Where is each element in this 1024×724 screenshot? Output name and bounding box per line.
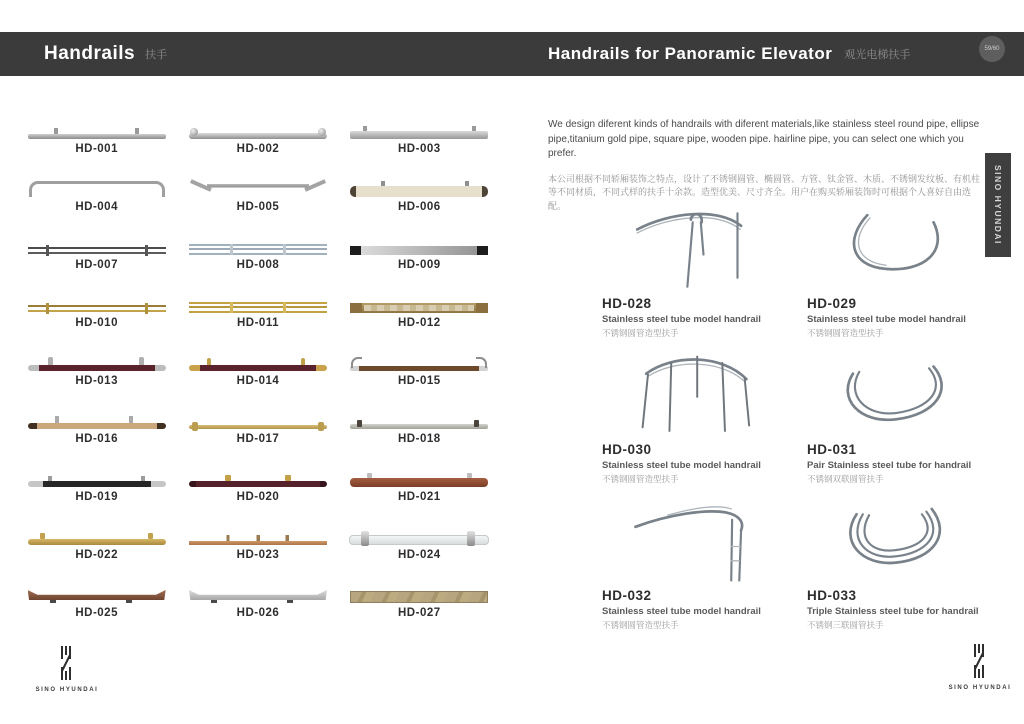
product-cell [177, 102, 338, 160]
product-label: HD-023 [236, 549, 280, 561]
product-label: HD-005 [236, 201, 280, 213]
handrail-image [22, 572, 172, 606]
product-label: HD-031 [807, 442, 857, 457]
handrail-image [183, 340, 333, 374]
product-cell [16, 508, 177, 566]
product-cell [177, 334, 338, 392]
handrail-image [344, 572, 494, 606]
product-description-english: Triple Stainless steel tube for handrail [807, 606, 979, 617]
handrail-image [22, 166, 172, 200]
logo-mark-icon [968, 643, 992, 679]
handrail-image [344, 514, 494, 548]
product-cell [339, 276, 500, 334]
handrail-image [183, 166, 333, 200]
panoramic-elevator-section [548, 118, 984, 630]
product-description-english: Stainless steel tube model handrail [807, 314, 966, 325]
handrail-tube-image [602, 198, 795, 294]
product-label: HD-028 [602, 296, 652, 311]
product-description-english: Stainless steel tube model handrail [602, 460, 761, 471]
product-label: HD-002 [236, 143, 280, 155]
product-cell [590, 198, 795, 344]
product-label: HD-007 [75, 259, 118, 271]
product-grid-handrails [16, 102, 500, 624]
side-tab-brand [985, 153, 1011, 257]
handrail-image [344, 282, 494, 316]
product-label: HD-006 [398, 201, 441, 213]
product-cell [16, 160, 177, 218]
handrail-image [344, 398, 494, 432]
product-label: HD-004 [75, 201, 118, 213]
product-label: HD-026 [236, 607, 280, 619]
product-cell [16, 334, 177, 392]
product-label: HD-015 [398, 375, 441, 387]
product-label: HD-032 [602, 588, 652, 603]
product-grid-panoramic [590, 198, 1010, 636]
product-cell [16, 102, 177, 160]
handrail-image [344, 340, 494, 374]
product-description-english: Stainless steel tube model handrail [602, 606, 761, 617]
handrail-image [183, 456, 333, 490]
handrail-image [344, 108, 494, 142]
product-cell [590, 344, 795, 490]
product-label: HD-027 [398, 607, 441, 619]
product-cell [16, 450, 177, 508]
product-description-chinese: 不锈钢三联圆管扶手 [807, 620, 884, 630]
handrail-image [22, 340, 172, 374]
handrail-tube-image [807, 344, 1000, 440]
product-cell [339, 160, 500, 218]
product-label: HD-021 [398, 491, 441, 503]
product-cell [339, 566, 500, 624]
product-cell [16, 218, 177, 276]
product-cell [339, 218, 500, 276]
handrail-image [183, 572, 333, 606]
product-cell [590, 490, 795, 636]
product-description-english: Pair Stainless steel tube for handrail [807, 460, 972, 471]
handrail-image [183, 224, 333, 258]
product-label: HD-008 [236, 259, 280, 271]
product-label: HD-003 [398, 143, 441, 155]
product-description-chinese: 不锈钢圆管造型扶手 [602, 620, 679, 630]
logo-text: SINO HYUNDAI [35, 687, 99, 693]
page-title: Handrails [44, 43, 136, 64]
product-cell [339, 508, 500, 566]
product-label: HD-010 [75, 317, 118, 329]
product-cell [177, 392, 338, 450]
product-cell [16, 566, 177, 624]
product-label: HD-019 [75, 491, 118, 503]
right-page-header [548, 32, 910, 76]
handrail-tube-image [602, 344, 795, 440]
handrail-image [22, 224, 172, 258]
product-cell [795, 344, 1000, 490]
handrail-image [22, 398, 172, 432]
page-title-chinese: 扶手 [145, 49, 168, 61]
product-cell [177, 218, 338, 276]
left-page-header [44, 32, 167, 76]
product-label: HD-024 [398, 549, 441, 561]
product-description-chinese: 不锈钢圆管造型扶手 [807, 328, 884, 338]
handrail-image [22, 108, 172, 142]
product-label: HD-001 [75, 143, 118, 155]
product-label: HD-020 [236, 491, 280, 503]
product-description-english: Stainless steel tube model handrail [602, 314, 761, 325]
product-label: HD-033 [807, 588, 857, 603]
handrail-image [183, 282, 333, 316]
product-cell [795, 198, 1000, 344]
handrail-image [22, 456, 172, 490]
product-description-chinese: 不锈钢圆管造型扶手 [602, 474, 679, 484]
product-label: HD-029 [807, 296, 857, 311]
product-cell [16, 276, 177, 334]
sino-hyundai-logo [22, 645, 112, 693]
page-title: Handrails for Panoramic Elevator [548, 44, 833, 63]
page-number-badge: 59/60 [979, 36, 1005, 62]
handrail-tube-image [602, 490, 795, 586]
product-label: HD-014 [236, 375, 280, 387]
logo-text: SINO HYUNDAI [948, 685, 1012, 691]
handrail-tube-image [807, 490, 1000, 586]
product-label: HD-030 [602, 442, 652, 457]
handrail-image [22, 282, 172, 316]
intro-paragraph-english: We design diferent kinds of handrails with diferent materials,like stainless steel round pipe, ellipse pipe,titanium gold pipe, square pipe, wooden pipe. hairline pipe, you can select one which you prefer. [548, 119, 980, 159]
page-title-chinese: 观光电梯扶手 [844, 49, 911, 61]
handrail-image [344, 456, 494, 490]
product-label: HD-022 [75, 549, 118, 561]
product-cell [339, 392, 500, 450]
handrail-image [344, 166, 494, 200]
intro-paragraph-chinese: 本公司根据不同轿厢装饰之特点，设计了不锈钢圆管、椭圆管、方管、钛金管、木质、不锈钢发纹板、有机柱等不同材质，不同式样的扶手十余款。造型优美、尺寸齐全。用户在购买轿厢装饰时可根据个人喜好自由选配。 [548, 173, 981, 212]
product-cell [177, 508, 338, 566]
handrail-image [183, 514, 333, 548]
product-cell [16, 392, 177, 450]
sino-hyundai-logo [935, 643, 1024, 691]
product-label: HD-017 [236, 433, 280, 445]
handrail-image [344, 224, 494, 258]
handrail-image [183, 398, 333, 432]
header-bar [0, 32, 1024, 76]
product-label: HD-018 [398, 433, 441, 445]
product-cell [177, 276, 338, 334]
product-cell [177, 160, 338, 218]
handrail-tube-image [807, 198, 1000, 294]
logo-mark-icon [55, 645, 79, 681]
product-description-chinese: 不锈钢圆管造型扶手 [602, 328, 679, 338]
product-cell [177, 566, 338, 624]
product-label: HD-013 [75, 375, 118, 387]
handrail-image [183, 108, 333, 142]
product-label: HD-012 [398, 317, 441, 329]
product-cell [795, 490, 1000, 636]
product-label: HD-025 [75, 607, 118, 619]
product-cell [339, 334, 500, 392]
product-cell [339, 450, 500, 508]
product-label: HD-009 [398, 259, 441, 271]
product-description-chinese: 不锈钢双联圆管扶手 [807, 474, 884, 484]
product-label: HD-016 [75, 433, 118, 445]
product-cell [339, 102, 500, 160]
side-tab-label: SINO HYUNDAI [993, 165, 1003, 245]
product-cell [177, 450, 338, 508]
product-label: HD-011 [236, 317, 279, 329]
handrail-image [22, 514, 172, 548]
